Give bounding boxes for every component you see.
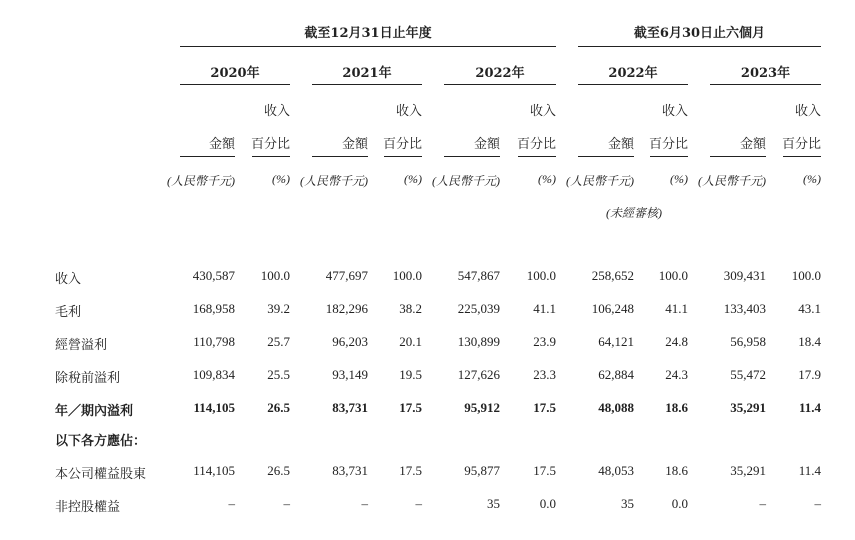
- pct-unit: (%): [272, 172, 290, 186]
- amount-cell: –: [759, 496, 766, 511]
- amount-cell: 55,472: [730, 367, 766, 382]
- amount-cell: –: [228, 496, 235, 511]
- amount-cell: 114,105: [193, 400, 235, 415]
- pct-header-rule: [650, 156, 688, 157]
- pct-cell: 17.5: [399, 463, 422, 478]
- amount-header: 金額: [607, 137, 634, 152]
- pct-cell: 39.2: [267, 301, 290, 316]
- row-label: 毛利: [55, 305, 82, 320]
- year-rule-2022-half: [578, 84, 688, 85]
- pct-unit: (%): [803, 172, 821, 186]
- pct-header-rule: [384, 156, 422, 157]
- pct-cell: 100.0: [526, 268, 556, 283]
- amount-unit: (人民幣千元): [300, 174, 368, 188]
- amount-cell: 83,731: [332, 400, 368, 415]
- pct-cell: 41.1: [533, 301, 556, 316]
- pct-unit: (%): [404, 172, 422, 186]
- amount-cell: 56,958: [730, 334, 766, 349]
- amount-cell: 168,958: [192, 301, 235, 316]
- year-2022-half: 2022年: [608, 66, 658, 81]
- amount-header: 金額: [341, 137, 368, 152]
- amount-cell: 182,296: [325, 301, 368, 316]
- amount-cell: 83,731: [332, 463, 368, 478]
- pct-cell: 17.5: [399, 400, 422, 415]
- amount-unit: (人民幣千元): [167, 174, 235, 188]
- amount-cell: 48,053: [598, 463, 634, 478]
- year-rule-2022-full: [444, 84, 556, 85]
- pct-cell: 100.0: [658, 268, 688, 283]
- amount-cell: 96,203: [332, 334, 368, 349]
- pct-header-line2: 百分比: [781, 137, 821, 152]
- row-label: 年／期內溢利: [55, 404, 134, 419]
- amount-cell: 62,884: [598, 367, 634, 382]
- pct-cell: 100.0: [791, 268, 821, 283]
- pct-cell: 18.4: [798, 334, 821, 349]
- amount-cell: 130,899: [457, 334, 500, 349]
- unaudited-note: (未經審核): [606, 206, 662, 220]
- pct-header-line1: 收入: [661, 104, 688, 119]
- amount-unit: (人民幣千元): [432, 174, 500, 188]
- amount-cell: –: [361, 496, 368, 511]
- row-label: 非控股權益: [55, 500, 121, 515]
- amount-cell: 133,403: [723, 301, 766, 316]
- pct-cell: 17.5: [533, 400, 556, 415]
- amount-header-rule: [444, 156, 500, 157]
- year-rule-2023-half: [710, 84, 821, 85]
- pct-cell: 25.5: [267, 367, 290, 382]
- pct-cell: 17.5: [533, 463, 556, 478]
- pct-cell: 23.3: [533, 367, 556, 382]
- pct-cell: 19.5: [399, 367, 422, 382]
- pct-cell: 20.1: [399, 334, 422, 349]
- group-header-year-end: 截至12月31日止年度: [304, 26, 432, 41]
- amount-header-rule: [578, 156, 634, 157]
- pct-cell: –: [814, 496, 821, 511]
- amount-cell: 477,697: [325, 268, 368, 283]
- amount-cell: 114,105: [193, 463, 235, 478]
- amount-cell: 225,039: [457, 301, 500, 316]
- pct-header-line1: 收入: [263, 104, 290, 119]
- amount-cell: 35,291: [730, 463, 766, 478]
- amount-header-rule: [180, 156, 235, 157]
- pct-cell: 43.1: [798, 301, 821, 316]
- row-label: 本公司權益股東: [55, 467, 147, 482]
- amount-cell: 430,587: [192, 268, 235, 283]
- amount-cell: 95,912: [464, 400, 500, 415]
- pct-header-line1: 收入: [794, 104, 821, 119]
- pct-header-line2: 百分比: [250, 137, 290, 152]
- row-label: 以下各方應佔：: [55, 434, 147, 449]
- pct-cell: 38.2: [399, 301, 422, 316]
- pct-header-line2: 百分比: [648, 137, 688, 152]
- year-rule-2021: [312, 84, 422, 85]
- year-2021: 2021年: [342, 66, 392, 81]
- pct-cell: 0.0: [539, 496, 556, 511]
- pct-cell: 18.6: [665, 400, 688, 415]
- pct-cell: 11.4: [798, 463, 821, 478]
- amount-header: 金額: [739, 137, 766, 152]
- amount-cell: 258,652: [591, 268, 634, 283]
- amount-cell: 109,834: [192, 367, 235, 382]
- amount-unit: (人民幣千元): [566, 174, 634, 188]
- pct-unit: (%): [538, 172, 556, 186]
- pct-cell: 26.5: [267, 400, 290, 415]
- pct-unit: (%): [670, 172, 688, 186]
- pct-cell: 18.6: [665, 463, 688, 478]
- amount-cell: 35,291: [730, 400, 766, 415]
- year-2023-half: 2023年: [740, 66, 791, 81]
- pct-header-rule: [518, 156, 556, 157]
- group-header-six-months: 截至6月30日止六個月: [633, 26, 766, 41]
- amount-unit: (人民幣千元): [698, 174, 766, 188]
- group-rule-six-months: [578, 46, 821, 47]
- amount-cell: 95,877: [464, 463, 500, 478]
- pct-cell: 100.0: [392, 268, 422, 283]
- pct-cell: 23.9: [533, 334, 556, 349]
- year-2020: 2020年: [210, 66, 260, 81]
- pct-cell: 0.0: [671, 496, 688, 511]
- row-label: 經營溢利: [55, 338, 108, 353]
- pct-cell: 24.3: [665, 367, 688, 382]
- amount-cell: 35: [487, 496, 500, 511]
- pct-cell: –: [415, 496, 422, 511]
- year-2022-full: 2022年: [475, 66, 525, 81]
- pct-header-line1: 收入: [529, 104, 556, 119]
- pct-header-rule: [252, 156, 290, 157]
- amount-header: 金額: [208, 137, 235, 152]
- pct-cell: 100.0: [260, 268, 290, 283]
- pct-cell: 41.1: [665, 301, 688, 316]
- amount-cell: 64,121: [598, 334, 634, 349]
- amount-cell: 48,088: [598, 400, 634, 415]
- amount-cell: 110,798: [193, 334, 235, 349]
- pct-header-line2: 百分比: [516, 137, 556, 152]
- amount-cell: 309,431: [723, 268, 766, 283]
- amount-header: 金額: [473, 137, 500, 152]
- pct-cell: 17.9: [798, 367, 821, 382]
- amount-cell: 93,149: [332, 367, 368, 382]
- amount-header-rule: [710, 156, 766, 157]
- row-label: 除稅前溢利: [55, 371, 121, 386]
- amount-cell: 106,248: [591, 301, 634, 316]
- pct-cell: 24.8: [665, 334, 688, 349]
- pct-header-line1: 收入: [395, 104, 422, 119]
- pct-cell: 26.5: [267, 463, 290, 478]
- pct-header-line2: 百分比: [382, 137, 422, 152]
- year-rule-2020: [180, 84, 290, 85]
- amount-cell: 547,867: [457, 268, 500, 283]
- group-rule-year-end: [180, 46, 556, 47]
- amount-cell: 35: [621, 496, 634, 511]
- pct-header-rule: [783, 156, 821, 157]
- amount-header-rule: [312, 156, 368, 157]
- amount-cell: 127,626: [457, 367, 500, 382]
- pct-cell: –: [283, 496, 290, 511]
- row-label: 收入: [55, 272, 82, 287]
- pct-cell: 25.7: [267, 334, 290, 349]
- pct-cell: 11.4: [798, 400, 821, 415]
